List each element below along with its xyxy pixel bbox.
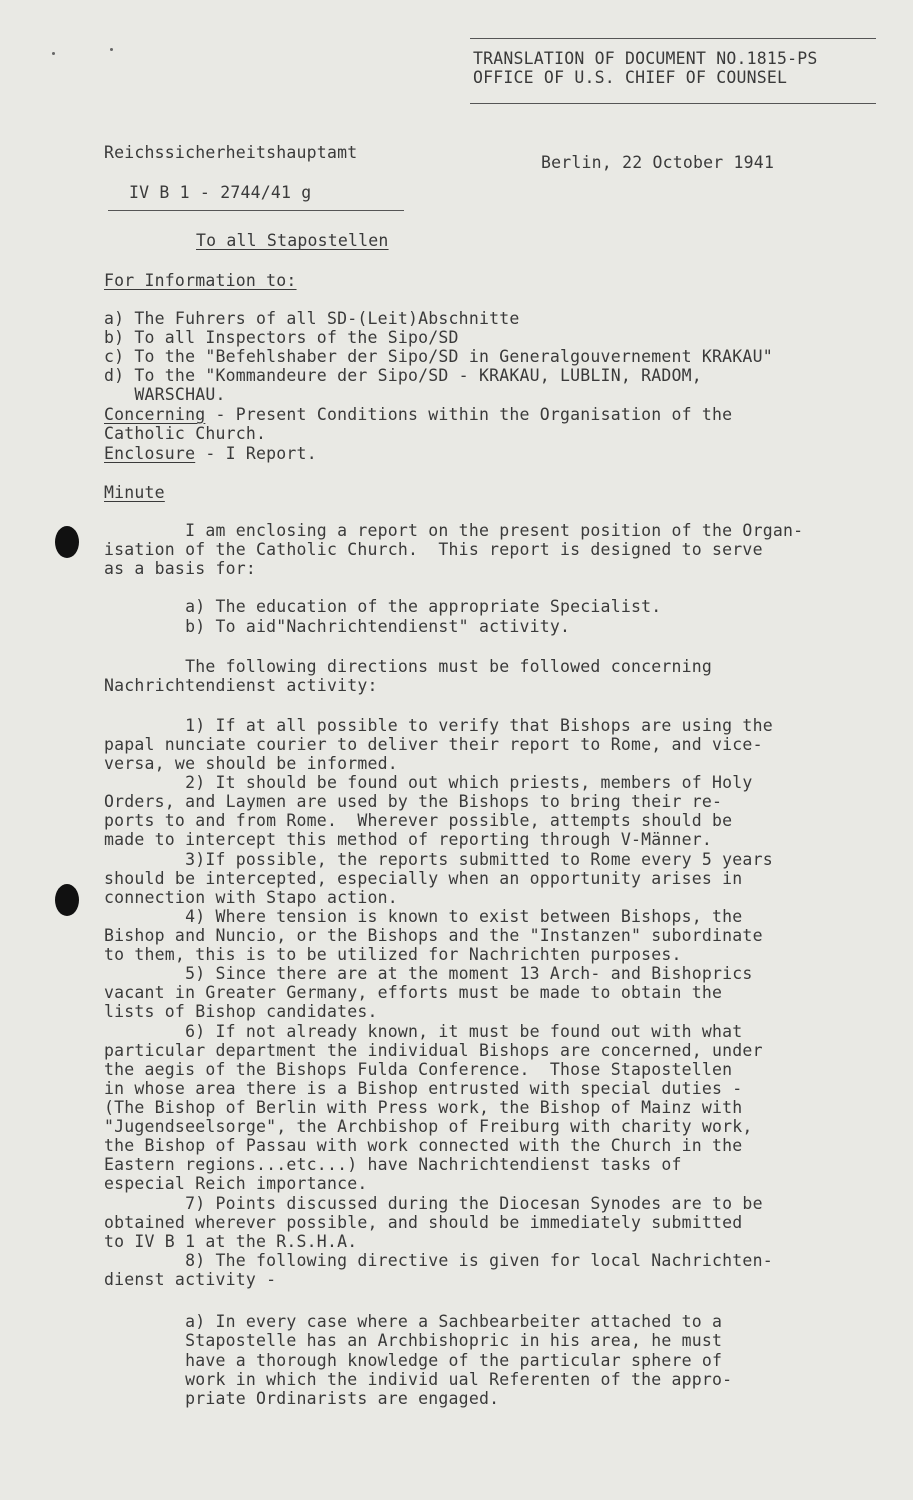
minute-label: Minute bbox=[104, 483, 165, 502]
header-top-rule bbox=[470, 38, 876, 39]
body-line: 6) If not already known, it must be found out with what bbox=[104, 1022, 743, 1041]
body-line: lists of Bishop candidates. bbox=[104, 1002, 378, 1021]
body-line: versa, we should be informed. bbox=[104, 754, 398, 773]
body-line: in whose area there is a Bishop entrusted with special duties - bbox=[104, 1079, 743, 1098]
body-line: should be intercepted, especially when an opportunity arises in bbox=[104, 869, 743, 888]
header-line-2: OFFICE OF U.S. CHIEF OF COUNSEL bbox=[473, 68, 788, 87]
body-line: 1) If at all possible to verify that Bishops are using the bbox=[104, 716, 773, 735]
body-line: made to intercept this method of reporting through V-Männer. bbox=[104, 830, 713, 849]
body-line: the aegis of the Bishops Fulda Conference. Those Stapostellen bbox=[104, 1060, 733, 1079]
concerning-line-1 bbox=[104, 405, 732, 425]
concerning-line-2: Catholic Church. bbox=[104, 424, 267, 443]
body-line: 3)If possible, the reports submitted to Rome every 5 years bbox=[104, 850, 773, 869]
info-list-item: d) To the "Kommandeure der Sipo/SD - KRAKAU, LUBLIN, RADOM, bbox=[104, 366, 702, 385]
info-list-item: WARSCHAU. bbox=[104, 385, 226, 404]
sender-reference: IV B 1 - 2744/41 g bbox=[129, 183, 312, 202]
sender-rule bbox=[108, 210, 404, 211]
body-line: particular department the individual Bishops are concerned, under bbox=[104, 1041, 763, 1060]
punch-hole-bottom bbox=[55, 884, 79, 916]
body-line: Eastern regions...etc...) have Nachrichtendienst tasks of bbox=[104, 1155, 682, 1174]
body-line: dienst activity - bbox=[104, 1270, 277, 1289]
body-line: The following directions must be followed concerning bbox=[104, 657, 713, 676]
body-line: Stapostelle has an Archbishopric in his area, he must bbox=[104, 1331, 723, 1350]
body-line: Bishop and Nuncio, or the Bishops and the "Instanzen" subordinate bbox=[104, 926, 763, 945]
body-line: Nachrichtendienst activity: bbox=[104, 676, 378, 695]
body-line: Orders, and Laymen are used by the Bishops to bring their re- bbox=[104, 792, 723, 811]
body-line: I am enclosing a report on the present position of the Organ- bbox=[104, 521, 804, 540]
body-line: the Bishop of Passau with work connected with the Church in the bbox=[104, 1136, 743, 1155]
body-line: "Jugendseelsorge", the Archbishop of Freiburg with charity work, bbox=[104, 1117, 753, 1136]
body-line: a) The education of the appropriate Specialist. bbox=[104, 597, 662, 616]
info-list-item: a) The Fuhrers of all SD-(Leit)Abschnitte bbox=[104, 309, 520, 328]
for-information-label: For Information to: bbox=[104, 271, 297, 290]
body-line: ports to and from Rome. Wherever possible, attempts should be bbox=[104, 811, 733, 830]
body-line: to IV B 1 at the R.S.H.A. bbox=[104, 1232, 358, 1251]
body-line: vacant in Greater Germany, efforts must be made to obtain the bbox=[104, 983, 723, 1002]
enclosure-line bbox=[104, 444, 317, 464]
header-bottom-rule bbox=[470, 103, 876, 104]
body-line: work in which the individ ual Referenten of the appro- bbox=[104, 1370, 733, 1389]
info-list-item: c) To the "Befehlshaber der Sipo/SD in Generalgouvernement KRAKAU" bbox=[104, 347, 773, 366]
header-line-1: TRANSLATION OF DOCUMENT NO.1815-PS bbox=[473, 49, 818, 68]
place-date: Berlin, 22 October 1941 bbox=[541, 153, 775, 172]
body-line: isation of the Catholic Church. This report is designed to serve bbox=[104, 540, 763, 559]
punch-hole-top bbox=[55, 526, 79, 558]
body-line: (The Bishop of Berlin with Press work, the Bishop of Mainz with bbox=[104, 1098, 743, 1117]
body-line: obtained wherever possible, and should be immediately submitted bbox=[104, 1213, 743, 1232]
enclosure-label: Enclosure bbox=[104, 444, 196, 463]
body-line: a) In every case where a Sachbearbeiter attached to a bbox=[104, 1312, 723, 1331]
body-line: 2) It should be found out which priests, members of Holy bbox=[104, 773, 753, 792]
body-line: connection with Stapo action. bbox=[104, 888, 398, 907]
info-list-item: b) To all Inspectors of the Sipo/SD bbox=[104, 328, 459, 347]
speck-mark bbox=[110, 48, 113, 51]
body-line: 7) Points discussed during the Diocesan Synodes are to be bbox=[104, 1194, 763, 1213]
body-line: 8) The following directive is given for local Nachrichten- bbox=[104, 1251, 773, 1270]
concerning-label: Concerning bbox=[104, 405, 206, 424]
body-line: have a thorough knowledge of the particular sphere of bbox=[104, 1351, 723, 1370]
body-line: priate Ordinarists are engaged. bbox=[104, 1389, 500, 1408]
body-line: b) To aid"Nachrichtendienst" activity. bbox=[104, 617, 571, 636]
body-line: papal nunciate courier to deliver their report to Rome, and vice- bbox=[104, 735, 763, 754]
body-line: as a basis for: bbox=[104, 559, 257, 578]
addressee: To all Stapostellen bbox=[196, 231, 389, 250]
body-line: especial Reich importance. bbox=[104, 1174, 368, 1193]
body-line: 4) Where tension is known to exist between Bishops, the bbox=[104, 907, 743, 926]
speck-mark bbox=[52, 52, 55, 55]
body-line: to them, this is to be utilized for Nachrichten purposes. bbox=[104, 945, 682, 964]
body-line: 5) Since there are at the moment 13 Arch- and Bishoprics bbox=[104, 964, 753, 983]
sender-office: Reichssicherheitshauptamt bbox=[104, 143, 358, 162]
enclosure-text: - I Report. bbox=[195, 444, 317, 463]
concerning-text: - Present Conditions within the Organisation of the bbox=[205, 405, 733, 424]
